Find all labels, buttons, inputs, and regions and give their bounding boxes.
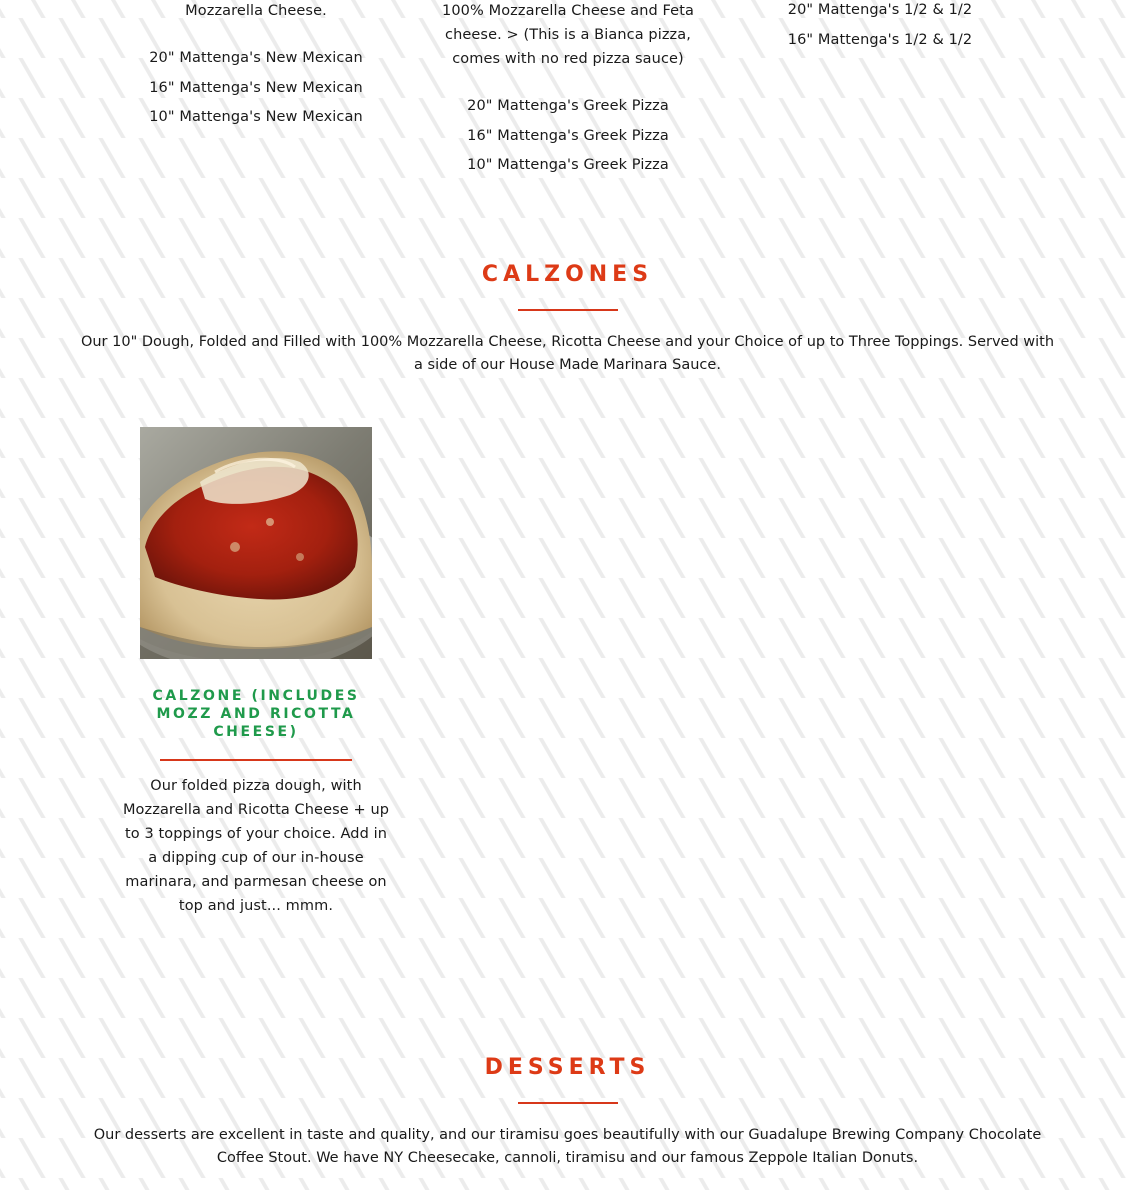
description-line: top and just... mmm.	[178, 898, 334, 914]
size-option: 16" Mattenga's New Mexican	[149, 79, 363, 96]
desserts-heading-divider	[518, 1102, 618, 1104]
new-mexican-sizes	[106, 44, 406, 133]
size-option: 20" Mattenga's New Mexican	[149, 50, 363, 66]
half-and-half-sizes	[730, 0, 1030, 55]
description-line: Mozzarella and Ricotta Cheese + up	[122, 802, 390, 818]
size-option: 20" Mattenga's Greek Pizza	[467, 98, 669, 114]
size-option: 16" Mattenga's 1/2 & 1/2	[787, 31, 973, 48]
title-line: MOZZ AND RICOTTA	[156, 706, 356, 722]
description-line: Our folded pizza dough, with	[150, 778, 362, 794]
description-line: marinara, and parmesan cheese on	[125, 874, 387, 890]
description-line: 100% Mozzarella Cheese and Feta	[442, 3, 694, 19]
calzone-image	[140, 427, 372, 659]
description-line: a side of our House Made Marinara Sauce.	[414, 357, 721, 373]
calzone-item-divider	[160, 759, 352, 761]
new-mexican-description	[106, 0, 406, 23]
desserts-description	[40, 1124, 1095, 1170]
greek-pizza-sizes	[418, 92, 718, 181]
calzones-description	[40, 331, 1095, 377]
size-option: 20" Mattenga's 1/2 & 1/2	[787, 2, 973, 18]
description-line: Coffee Stout. We have NY Cheesecake, cannoli, tiramisu and our famous Zeppole Italian Donuts.	[216, 1150, 919, 1166]
description-line: comes with no red pizza sauce)	[452, 51, 684, 67]
greek-pizza-description	[418, 0, 718, 71]
size-option: 16" Mattenga's Greek Pizza	[467, 127, 669, 144]
calzone-photo[interactable]	[140, 427, 372, 659]
description-line: to 3 toppings of your choice. Add in	[124, 826, 388, 842]
title-line: CHEESE)	[213, 724, 299, 740]
size-option: 10" Mattenga's Greek Pizza	[467, 157, 669, 173]
description-line: Our desserts are excellent in taste and quality, and our tiramisu goes beautifully with our Guadalupe Brewing Company Chocolate	[93, 1127, 1042, 1143]
calzone-item-title[interactable]	[106, 687, 406, 741]
calzones-heading: CALZONES	[481, 262, 654, 287]
description-line: cheese. > (This is a Bianca pizza,	[445, 27, 691, 43]
calzones-heading-divider	[518, 309, 618, 311]
size-option: 10" Mattenga's New Mexican	[149, 109, 363, 125]
new-mexican-description-tail: Mozzarella Cheese.	[185, 3, 327, 19]
title-line: CALZONE (INCLUDES	[152, 688, 360, 704]
description-line: a dipping cup of our in-house	[148, 850, 364, 866]
calzone-item-description	[106, 774, 406, 918]
description-line: Our 10" Dough, Folded and Filled with 100% Mozzarella Cheese, Ricotta Cheese and your Choice of up to Three Toppings. Served with	[80, 334, 1055, 350]
desserts-heading: DESSERTS	[484, 1055, 651, 1080]
